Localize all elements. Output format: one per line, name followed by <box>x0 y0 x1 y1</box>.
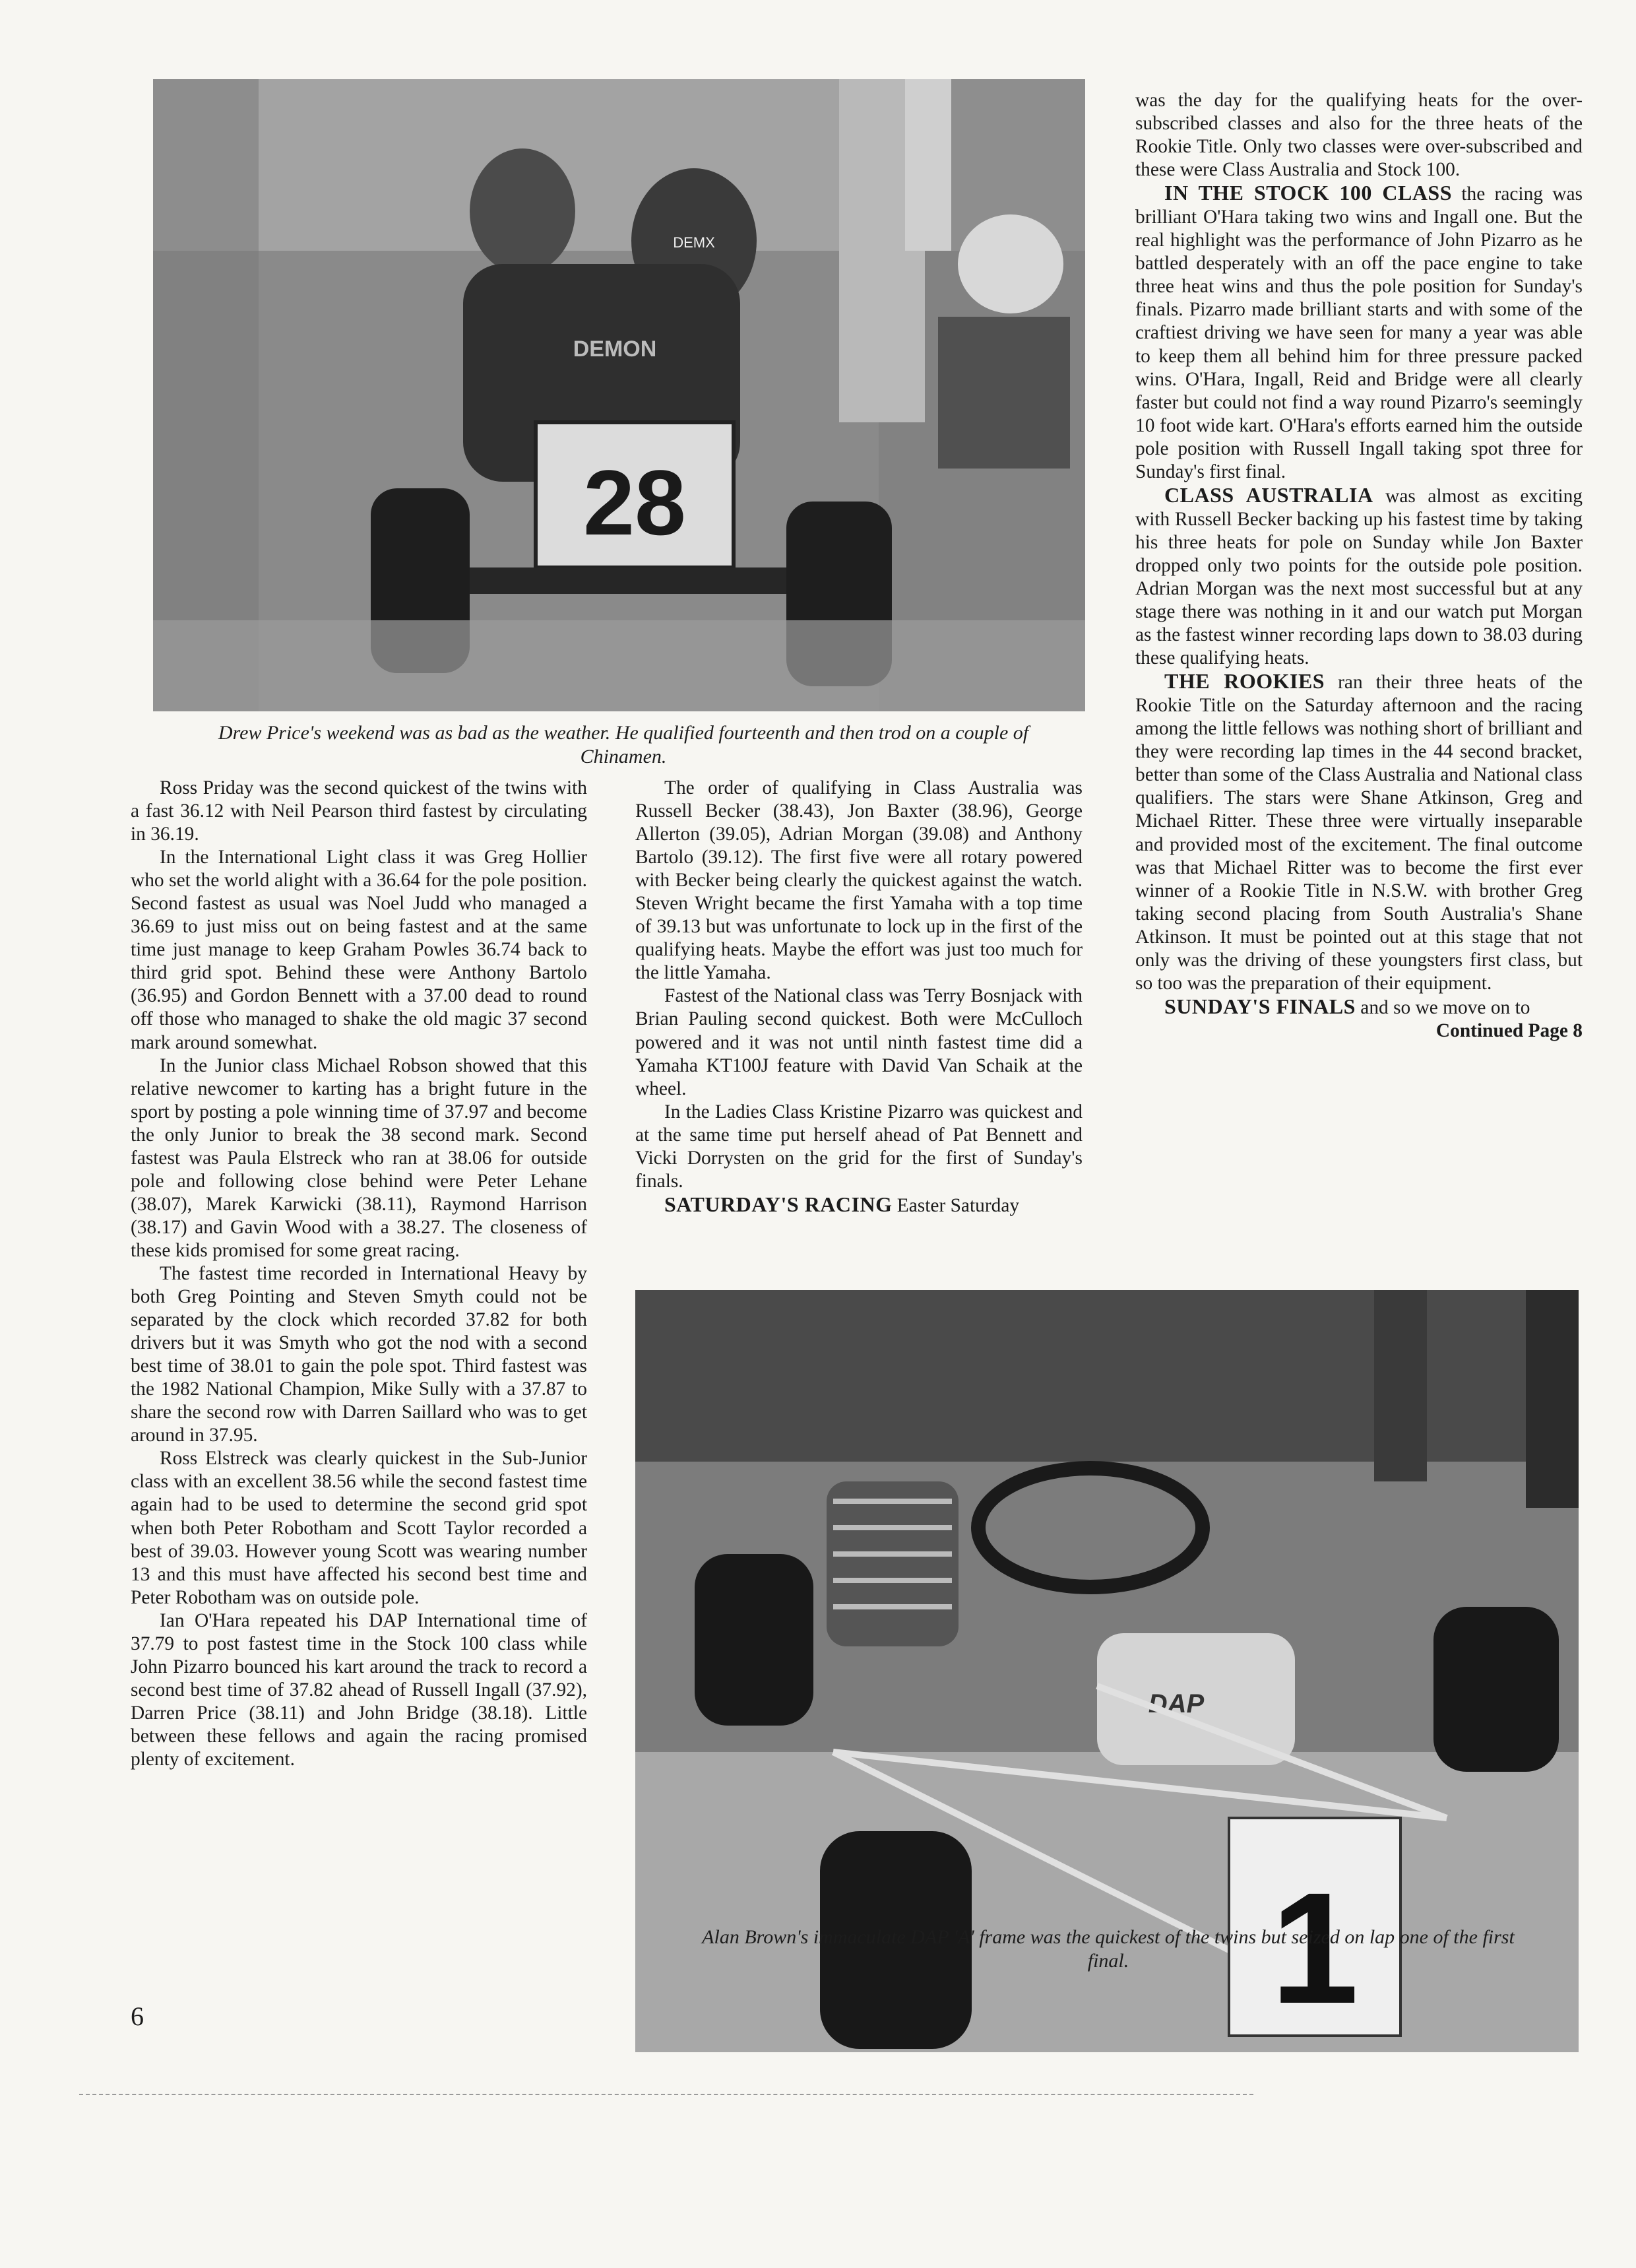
paragraph: The fastest time recorded in International Heavy by both Greg Pointing and Steven Smyth could not be separated by the clock which recorded 37.82 for both drivers but it was Smyth who got the nod with a second best time of 38.01 to gain the pole spot. Third fastest was the 1982 National Champion, Mike Sully with a 37.87 to share the second row with Darren Saillard who was to get around in 37.95. <box>131 1262 587 1446</box>
paragraph: THE ROOKIES ran their three heats of the Rookie Title on the Saturday afternoon and the racing among the little fellows was nothing short of brilliant and they were recording lap times in the 44 second bracket, better than some of the Class Australia and National class qualifiers. The stars were Shane Atkinson, Greg and Michael Ritter. These three were virtually inseparable and provided most of the excitement. The final outcome was that Michael Ritter was to become the first ever winner of a Rookie Title in N.S.W. with brother Greg taking second placing from South Australia's Shane Atkinson. It must be pointed out at this stage that not only was the driving of these youngsters first class, but so too was the preparation of their equipment. <box>1135 669 1583 994</box>
page-number: 6 <box>131 2001 144 2031</box>
paragraph: In the International Light class it was Greg Hollier who set the world alight with a 36.64 for the pole position. Second fastest as usual was Noel Judd who managed a 36.69 to just miss out on being fastest and at the same time just manage to keep Graham Powles 36.74 back to third grid spot. Behind these were Anthony Bartolo (36.95) and Gordon Bennett with a 37.00 dead to round off those who managed to shake the old magic 37 second mark around somewhat. <box>131 847 587 1053</box>
seat-decal: DAP <box>1148 1689 1205 1718</box>
paragraph: CLASS AUSTRALIA was almost as exciting with Russell Becker backing up his fastest time by taking his three heats for pole on Sunday while Jon Baxter dropped only two points for the outside pole position. Adrian Morgan was the next most successful but at any stage there was nothing in it and our watch put Morgan as the fastest winner recording laps down to 38.03 during these qualifying heats. <box>1135 482 1583 669</box>
caption-top: Drew Price's weekend was as bad as the weather. He qualified fourteenth and then trod on a couple of Chinamen. <box>218 722 1029 767</box>
paragraph: was the day for the qualifying heats for the over-subscribed classes and also for the three heats of the Rookie Title. Only two classes were over-subscribed and these were Class Australia and Stock 100. <box>1135 90 1583 181</box>
article-column-2 <box>635 777 1083 1217</box>
section-lead: THE ROOKIES <box>1164 669 1325 694</box>
kart-28-number: 28 <box>583 451 686 554</box>
paragraph: SUNDAY'S FINALS and so we move on to <box>1164 994 1530 1018</box>
photo-kart-28 <box>153 79 1085 711</box>
paragraph: The order of qualifying in Class Australia was Russell Becker (38.43), Jon Baxter (38.96), George Allerton (39.05), Adrian Morgan (39.08) and Anthony Bartolo (39.12). The first five were all rotary powered with Becker being clearly the quickest against the watch. Steven Wright became the first Yamaha with a top time of 39.13 but was unfortunate to lock up in the first of the qualifying heats. Maybe the effort was just too much for the little Yamaha. <box>635 777 1083 984</box>
section-lead: SATURDAY'S RACING <box>664 1192 893 1216</box>
paragraph: Ross Priday was the second quickest of the twins with a fast 36.12 with Neil Pearson third fastest by circulating in 36.19. <box>131 777 587 845</box>
continued-note: Continued Page 8 <box>1435 1020 1583 1041</box>
helmet-decal: DEMX <box>673 234 715 251</box>
kart-28-image <box>153 79 1085 711</box>
caption-bottom: Alan Brown's immaculate DAP 'A' frame was the quickest of the twins but seized on lap one of the first final. <box>702 1926 1515 1972</box>
section-lead: IN THE STOCK 100 CLASS <box>1164 181 1453 205</box>
shirt-logo: DEMON <box>573 337 657 362</box>
bottom-divider <box>79 2094 1253 2095</box>
paragraph: IN THE STOCK 100 CLASS the racing was brilliant O'Hara taking two wins and Ingall one. But the real highlight was the performance of John Pizarro as he battled desperately with an off the pace engine to take three heat wins and thus the pole position for Sunday's finals. Pizarro made brilliant starts and with some of the craftiest driving we have seen for many a year was able to keep them all behind him for three pressure packed wins. O'Hara, Ingall, Reid and Bridge were all clearly faster but could not find a way round Pizarro's seemingly 10 foot wide kart. O'Hara's efforts earned him the outside pole position with Russell Ingall taking spot three for Sunday's first final. <box>1135 181 1583 482</box>
article-column-1 <box>131 777 587 1771</box>
section-lead: SUNDAY'S FINALS <box>1164 994 1356 1018</box>
kart-1-number: 1 <box>1271 1860 1359 2036</box>
paragraph: Fastest of the National class was Terry Bosnjack with Brian Pauling second quickest. Both were McCulloch powered and it was not until ninth fastest time did a Yamaha KT100J feature with David Van Schaik at the wheel. <box>635 985 1083 1099</box>
paragraph: In the Ladies Class Kristine Pizarro was quickest and at the same time put herself ahead of Pat Bennett and Vicki Dorrysten on the grid for the first of Sunday's finals. <box>635 1101 1083 1192</box>
paragraph: Ross Elstreck was clearly quickest in the Sub-Junior class with an excellent 38.56 while the second fastest time again had to be used to determine the second grid spot when both Peter Robotham and Scott Taylor recorded a best of 39.03. However young Scott was wearing number 13 and this must have affected his second best time and Peter Robotham was on outside pole. <box>131 1448 587 1608</box>
section-lead: CLASS AUSTRALIA <box>1164 482 1373 507</box>
paragraph: SATURDAY'S RACING Easter Saturday <box>664 1192 1020 1216</box>
paragraph: In the Junior class Michael Robson showed that this relative newcomer to karting has a bright future in the sport by posting a pole winning time of 37.97 and become the only Junior to break the 38 second mark. Second fastest was Paula Elstreck who ran at 38.06 for outside pole and following close behind were Peter Lehane (38.07), Marek Karwicki (38.11), Raymond Harrison (38.17) and Gavin Wood with a 38.27. The closeness of these kids promised for some great racing. <box>131 1054 587 1261</box>
paragraph: Ian O'Hara repeated his DAP International time of 37.79 to post fastest time in the Stock 100 class while John Pizarro bounced his kart around the track to record a second best time of 37.82 ahead of Russell Ingall (37.92), Darren Price (38.11) and John Bridge (38.18). Little between these fellows and again the racing promised plenty of excitement. <box>131 1609 587 1770</box>
article-column-3 <box>1135 89 1583 1043</box>
